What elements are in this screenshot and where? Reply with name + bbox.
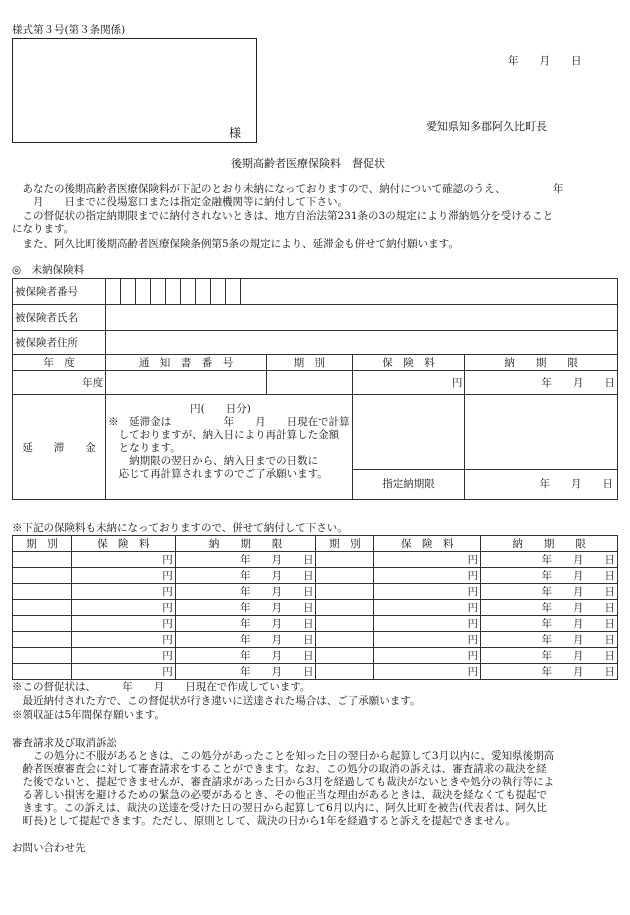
insured-number-cells [106, 279, 618, 305]
insured-name-value [106, 305, 618, 331]
table-row: 円 年 月 日 円 年 月 日 [13, 648, 618, 664]
table-row: 円 年 月 日 円 年 月 日 [13, 568, 618, 584]
unpaid-premium-table [12, 278, 618, 500]
appeal-line-6: 町長)として提起できます。ただし、原則として、裁決の日から1年を経過すると訴えを提起できません。 [12, 815, 516, 827]
delay-fee-label: 延 滞 金 [13, 395, 106, 500]
year-cell: 年度 [13, 371, 106, 395]
delay-note-2: しておりますが、納入日により再計算した金額 [108, 429, 340, 441]
col-year-header: 年 度 [13, 355, 106, 371]
footer-note-3: ※領収証は5年間保存願います。 [12, 709, 165, 721]
intro-line-3: この督促状の指定納期限までに納付されないときは、地方自治法第231条の3の規定により滞納処分を受けること [12, 210, 554, 222]
footer-note-1: ※この督促状は、 年 月 日現在で作成しています。 [12, 681, 311, 693]
designated-due-date-box [465, 395, 618, 500]
addressee-suffix: 様 [229, 126, 242, 140]
other-unpaid-table [12, 535, 618, 680]
period-cell [267, 371, 353, 395]
issue-date: 年 月 日 [508, 55, 582, 67]
address-box [12, 38, 257, 143]
form-number: 様式第３号(第３条関係) [12, 24, 126, 36]
sub-col-premium-2: 保 険 料 [374, 536, 481, 552]
table-row: 円 年 月 日 円 年 月 日 [13, 584, 618, 600]
intro-line-5: また、阿久比町後期高齢者医療保険条例第5条の規定により、延滞金も併せて納付願います。 [12, 238, 459, 250]
insured-name-label: 被保険者氏名 [13, 305, 106, 331]
sub-col-period: 期 別 [13, 536, 72, 552]
issuer-name: 愛知県知多郡阿久比町長 [426, 120, 547, 133]
delay-note-4: 納期限の翌日から、納入日までの日数に [108, 455, 319, 467]
insured-address-label: 被保険者住所 [13, 331, 106, 355]
page-title: 後期高齢者医療保険料 督促状 [231, 157, 385, 170]
designated-due-label: 指定納期限 [353, 469, 465, 499]
sub-col-premium: 保 険 料 [71, 536, 175, 552]
designated-due-box [352, 395, 465, 500]
contact-label: お問い合わせ先 [12, 842, 86, 854]
appeal-line-2: 齢者医療審査会に対して審査請求をすることができます。なお、この処分の取消の訴えは、審査請求の裁決を経 [12, 763, 547, 775]
insured-number-label: 被保険者番号 [13, 279, 106, 305]
footer-note-2: 最近納付された方で、この督促状が行き違いに送達された場合は、ご了承願います。 [12, 695, 421, 707]
due-date-cell: 年 月 日 [465, 371, 618, 395]
notice-number-cell [106, 371, 267, 395]
appeal-line-5: きます。この訴えは、裁決の送達を受けた日の翌日から起算して6月以内に、阿久比町を被告(代表者は、阿久比 [12, 802, 547, 814]
appeal-line-4: る著しい損害を避けるための緊急の必要があるとき、その他正当な理由があるときは、裁決を経なくても提起で [12, 789, 548, 801]
sub-col-due: 納 期 限 [175, 536, 316, 552]
table-row: 円 年 月 日 円 年 月 日 [13, 552, 618, 568]
appeal-line-1: この処分に不服があるときは、この処分があったことを知った日の翌日から起算して3月以内に、愛知県後期高 [12, 750, 555, 762]
table-row: 円 年 月 日 円 年 月 日 [13, 616, 618, 632]
delay-note-5: 応じて再計算されますのでご了承願います。 [108, 468, 328, 480]
delay-amount: 円( 日分) [190, 403, 251, 415]
table-row: 円 年 月 日 円 年 月 日 [13, 664, 618, 680]
intro-line-1: あなたの後期高齢者医療保険料が下記のとおり未納になっておりますので、納付について確認のうえ、 年 [12, 183, 564, 195]
delay-note-1: ※ 延滞金は 年 月 日現在で計算 [108, 416, 350, 428]
table-row: 円 年 月 日 円 年 月 日 [13, 600, 618, 616]
delay-fee-detail [106, 395, 353, 500]
intro-line-2: 月 日までに役場窓口または指定金融機関等に納付して下さい。 [12, 196, 348, 208]
sub-col-due-2: 納 期 限 [481, 536, 618, 552]
premium-cell: 円 [352, 371, 465, 395]
intro-line-4: になります。 [12, 223, 75, 235]
sub-col-period-2: 期 別 [316, 536, 374, 552]
appeal-heading: 審査請求及び取消訴訟 [12, 737, 117, 749]
col-notice-header: 通 知 書 番 号 [106, 355, 267, 371]
delay-note-3: となります。 [108, 442, 181, 454]
designated-due-date: 年 月 日 [465, 469, 617, 499]
table-row: 円 年 月 日 円 年 月 日 [13, 632, 618, 648]
unpaid-heading: ◎ 未納保険料 [12, 264, 85, 276]
other-unpaid-note: ※下記の保険料も未納になっておりますので、併せて納付して下さい。 [12, 522, 348, 534]
col-premium-header: 保 険 料 [352, 355, 465, 371]
col-due-header: 納 期 限 [465, 355, 618, 371]
insured-address-value [106, 331, 618, 355]
col-period-header: 期 別 [267, 355, 353, 371]
appeal-line-3: た後でないと、提起できませんが、審査請求があった日から3月を経過しても裁決がないときや処分の執行等によ [12, 776, 555, 788]
